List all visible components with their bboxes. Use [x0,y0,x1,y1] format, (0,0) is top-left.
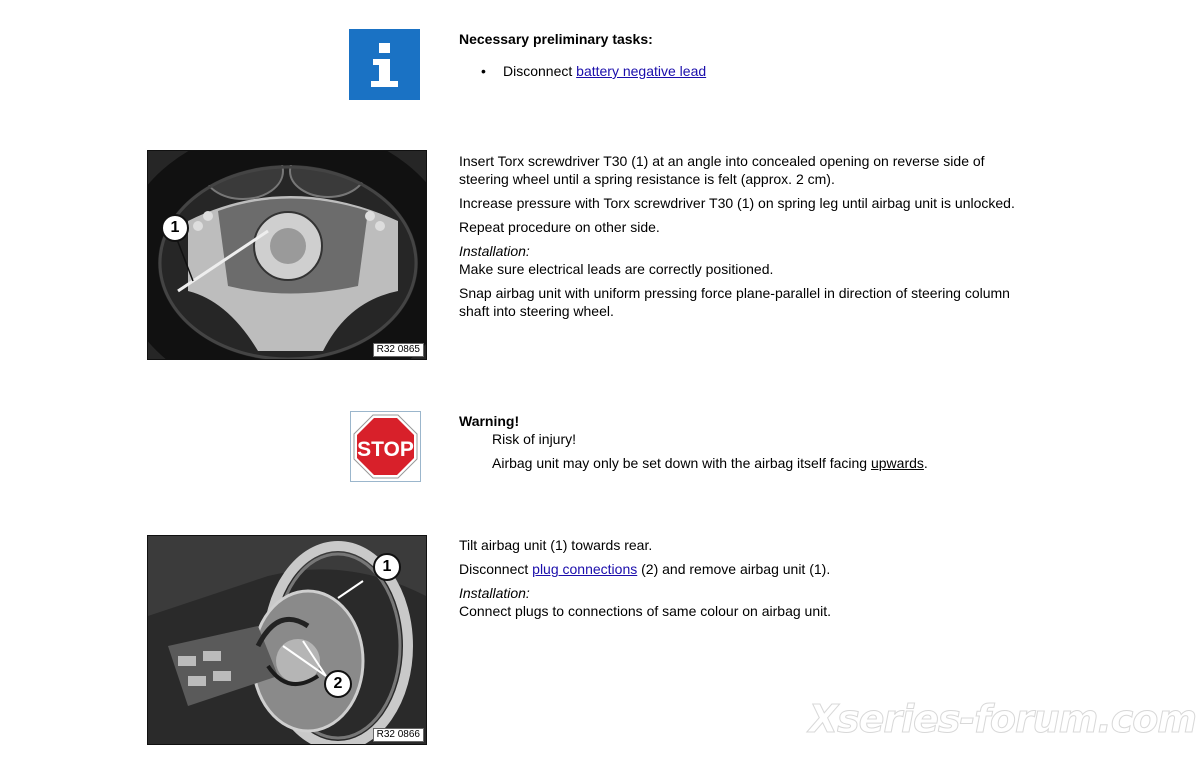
callout-1: 1 [161,214,189,242]
warning-line: Airbag unit may only be set down with the airbag itself facing upwards. [492,455,928,471]
step1-text [459,152,1034,320]
installation-label: Installation: [459,243,530,259]
figure-ref-label: R32 0866 [373,728,424,742]
info-icon [349,29,420,100]
instruction-line: Insert Torx screwdriver T30 (1) at an angle into concealed opening on reverse side of steering wheel until a spring resistance is felt (approx. 2 cm). [459,153,985,187]
installation-line: Snap airbag unit with uniform pressing force plane-parallel in direction of steering column shaft into steering wheel. [459,285,1010,319]
callout-2: 2 [324,670,352,698]
installation-label: Installation: [459,585,530,601]
installation-line: Make sure electrical leads are correctly positioned. [459,261,774,277]
callout-1: 1 [373,553,401,581]
battery-negative-lead-link[interactable]: battery negative lead [576,63,707,79]
upwards-text: upwards [870,455,924,471]
watermark: Xseries-forum.com [808,697,1196,741]
steering-wheel-photo [147,150,427,360]
figure-ref-label: R32 0865 [373,343,424,357]
plug-connections-link[interactable]: plug connections [532,561,638,577]
bullet-dot: • [481,63,486,79]
warning-line: Risk of injury! [492,431,577,447]
warning-heading: Warning! [459,413,520,429]
preliminary-bullet: • Disconnect battery negative lead [481,63,707,79]
preliminary-section [459,30,1059,80]
airbag-unit-photo [147,535,427,745]
instruction-line: Tilt airbag unit (1) towards rear. [459,537,653,553]
stop-sign-icon [350,411,421,482]
step2-text [459,536,1059,620]
stop-sign-text: STOP [357,438,414,461]
instruction-line: Repeat procedure on other side. [459,219,660,235]
warning-section [459,412,1059,472]
instruction-line: Increase pressure with Torx screwdriver T30 (1) on spring leg until airbag unit is unlocked. [459,195,1015,211]
installation-line: Connect plugs to connections of same colour on airbag unit. [459,603,832,619]
preliminary-heading: Necessary preliminary tasks: [459,31,653,47]
instruction-line: Disconnect plug connections (2) and remove airbag unit (1). [459,561,831,577]
